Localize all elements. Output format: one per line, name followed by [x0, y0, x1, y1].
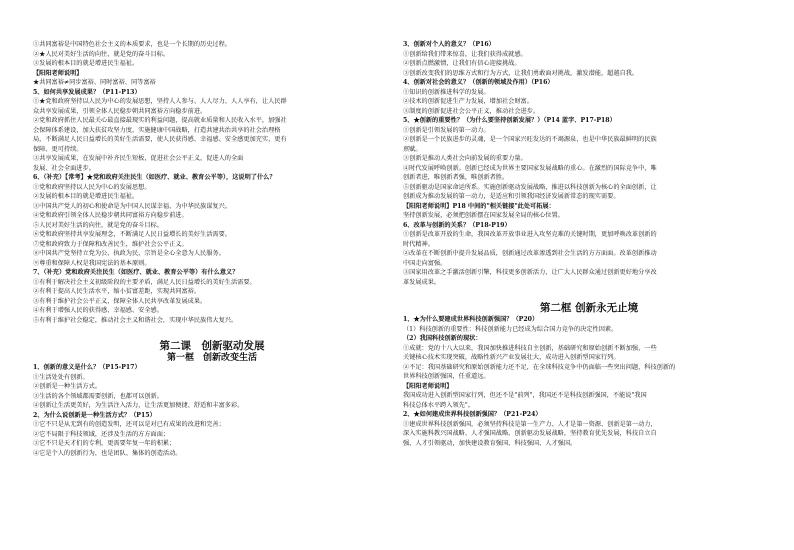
text-line: ②发展的根本目的就是增进民生福祉。 [33, 193, 139, 200]
left-text-block-2 [33, 363, 391, 458]
text-line: ①创新是引领发展的第一动力。 [403, 126, 490, 134]
left-text-block-1 [33, 40, 391, 325]
text-line: ②有利于提高人民生活水平，缩小贫富差距，实现共同富裕。 [33, 288, 201, 295]
text-line: ④党和政府引领全体人民稳步朝共同富裕方向稳步前进。 [33, 212, 188, 219]
lesson-title: 第二课 创新驱动发展 [159, 340, 265, 352]
text-line: ⑤创新驱动是国家命运所系。实施创新驱动发展战略，推进以科技创新为核心的全面创新，让 [403, 183, 657, 191]
text-line: ①创新是改革开放的生命，我国改革开放事业进入攻坚克难的关键时期，更加呼唤改革创新的 [403, 231, 657, 238]
text-line: ①生活处处有创新。 [33, 373, 89, 381]
text-line: ⑧中国共产党坚持立党为公、执政为民，宗旨是全心全意为人民服务。 [33, 250, 225, 257]
text-line: ②创新是一种生活方式。 [33, 383, 102, 390]
text-line: 发展、社会全面进步。 [33, 164, 95, 172]
text-line: ①创新给我们带来惊喜，让我们获得成就感。 [403, 50, 527, 58]
question-heading: （2）我国科技创新的现状： [403, 335, 482, 342]
text-line: ①知识的创新推进科学的发展。 [403, 88, 490, 96]
text-line: 保障、更可持续。 [33, 145, 83, 153]
text-line: ⑨尊重和保障人权是我国宪法的基本原则。 [33, 259, 151, 267]
question-heading: 2、★如何建成世界科技创新强国？（P21-P24） [403, 411, 542, 418]
question-heading: 5、★创新的重要性？（为什么要坚持创新发展？）（P14 蓝字、P17-P18） [403, 117, 616, 124]
text-line: ①党和政府坚持以人民为中心的发展思想。 [33, 183, 151, 191]
text-line: 会保障体系建设，加大扶贫攻坚力度，实施健康中国战略，打造共建共治共享的社会治理格 [33, 126, 281, 134]
text-line: 革发展成果。 [403, 278, 441, 286]
text-line: ③创新改变我们的思维方式和行为方式，让我们勇敢面对挑战，激发潜能，超越自我。 [403, 69, 639, 77]
right-column [403, 40, 775, 448]
text-line: ③共享发展成果，在发展中补齐民生短板，促进社会公平正义，促进人的全面 [33, 155, 244, 162]
text-line: ⑤有利于维护社会稳定，推动社会主义和谐社会，实现中华民族伟大复兴。 [33, 316, 238, 324]
question-heading: 【阳阳老师说明】P18 中间的"相关链接"此处可拓展： [403, 202, 555, 210]
text-line: ①有利于解决社会主义初级阶段的主要矛盾，满足人民日益增长的美好生活需要。 [33, 278, 256, 286]
text-line: 禀赋。 [403, 145, 422, 153]
text-line: 深入实施科教兴国战略、人才强国战略、创新驱动发展战略，坚持教育优先发展，科技自立自 [403, 430, 657, 437]
text-line: ①共同富裕是中国特色社会主义的本质要求，也是一个长期的历史过程。 [33, 41, 231, 48]
question-heading: 【阳阳老师说明】 [403, 382, 453, 390]
text-line: ②创新是一个民族进步的灵魂，是一个国家兴旺发达的不竭源泉，也是中华民族最鲜明的民族 [403, 136, 657, 143]
text-line: 众共享发展成果，引领全体人民稳步朝共同富裕方向稳步前进。 [33, 107, 207, 115]
right-text-block-1 [403, 40, 775, 287]
text-line: 强，人才引领驱动，加快建设教育强国、科技强国、人才强国。 [403, 439, 577, 447]
text-line: 创新者进，唯创新者强，唯创新者胜。 [403, 174, 509, 181]
text-line: 科技总体水平跨入领先"。 [403, 401, 474, 409]
question-heading: 【阳阳老师说明】 [33, 69, 83, 77]
text-line: ②党和政府抓住人民最关心最直接最现实的利益问题，提高就业质量和人民收入水平，加强社 [33, 117, 287, 124]
text-line: ④时代发展呼唤创新。创新已经成为世界主要国家发展战略的重心。在激烈的国际竞争中，唯 [403, 164, 657, 172]
question-heading: 6、改革与创新的关系？（P18-P19） [403, 221, 511, 229]
question-heading: 2、为什么说创新是一种生活方式？（P15） [33, 411, 156, 419]
text-line: ③发展的根本目的就是增进民生福祉。 [33, 60, 139, 67]
text-line: ⑤人民对美好生活的向往，就是党的奋斗目标。 [33, 221, 163, 229]
question-heading: 1、★为什么要建成世界科技创新强国？（P20） [403, 316, 539, 323]
left-column [33, 40, 391, 458]
text-line: ③制度的创新促进社会公平正义，推动社会进步。 [403, 107, 540, 115]
text-line: ①建成世界科技创新强国，必须坚持科技是第一生产力、人才是第一资源、创新是第一动力， [403, 420, 657, 428]
text-line: ⑦党和政府致力于保障和改善民生，维护社会公平正义。 [33, 240, 188, 248]
text-line: ④有利于增强人民的获得感、幸福感、安全感。 [33, 307, 163, 314]
text-line: ④创新让生活更美好，为生活注入活力，让生活更加便捷、舒适和丰富多彩。 [33, 402, 244, 409]
text-line: ②★人民对美好生活的向往，就是党的奋斗目标。 [33, 50, 170, 58]
text-line: 创新成为推动发展的第一动力，是适应和引领我国经济发展新常态的现实需要。 [403, 193, 620, 200]
text-line: （1）科技创新的重要性：科技创新能力已经成为综合国力竞争的决定性因素。 [403, 325, 618, 333]
section-spacer [403, 287, 775, 299]
text-line: 关键核心技术实现突破，战略性新兴产业发展壮大，成功进入创新型国家行列。 [403, 354, 620, 361]
text-line: ①成就：党的十八大以来，我国加快推进科技自主创新，基础研究和原始创新不断加强，一些 [403, 344, 657, 352]
text-line: 局，不断满足人民日益增长的美好生活需要，使人民获得感、幸福感、安全感更加充实、更有 [33, 136, 287, 143]
text-line: ③国家用改革之手激活创新引擎，科技更多创新活力，让广大人民群众通过创新更好地分享改 [403, 269, 657, 276]
text-line: ②它不局限于科技领域，还涉及生活的方方面面； [33, 430, 170, 438]
text-line: ①它不只是从无到有的创造发明，还可以是对已有成果的改进和完善； [33, 421, 225, 428]
section-title: 第二框 创新永无止境 [539, 302, 639, 314]
text-line: 世界科技创新强国，任重道远。 [403, 373, 490, 380]
question-heading: 6、（补充）【常考】★党和政府关注民生（如医疗、就业、教育公平等），这说明了什么？ [33, 174, 276, 181]
text-line: ③它不只是天才们的专利，更需要年复一年的积累； [33, 440, 176, 447]
question-heading: 4、创新对社会的意义？（创新的领域及作用）（P16） [403, 79, 554, 86]
text-line: ②创新点燃激情，让我们有信心迎接挑战。 [403, 60, 521, 67]
text-line: ★共同富裕≠同步富裕、同时富裕、同等富裕 [33, 79, 156, 86]
question-heading: 5、如何共享发展成果？（P11-P13） [33, 88, 141, 96]
text-line: 坚持创新发展，必须把创新摆在国家发展全局的核心位置。 [403, 212, 564, 219]
text-line: 我国成功进入创新型国家行列，但还不是"前列"，我国还不是科技创新强国，不能说"我国 [403, 392, 647, 399]
text-line: ②不足：我国基础研究和原始创新能力还不足，在全球科技竞争中仍面临一些突出问题，科技创新的 [403, 363, 676, 371]
text-line: ⑥党和政府坚持共享发展理念，不断满足人民日益增长的美好生活需要。 [33, 231, 231, 238]
text-line: 时代精神。 [403, 240, 434, 248]
question-heading: 7、（补充）党和政府关注民生（如医疗、就业、教育公平等）有什么意义？ [33, 269, 239, 276]
text-line: ②改革在不断创新中提升发展品质，创新通过改革渗透到社会生活的方方面面。改革创新推动 [403, 250, 657, 257]
right-text-block-2 [403, 315, 775, 448]
section-spacer [33, 325, 391, 337]
lesson-subtitle: 第一框 创新改变生活 [166, 353, 257, 363]
text-line: ③创新是推动人类社会向前发展的重要力量。 [403, 155, 527, 162]
text-line: ④它是个人的创新行为，也是团队、集体的创造活动。 [33, 449, 182, 457]
question-heading: 3、创新对个人的意义？（P16） [403, 41, 495, 48]
question-heading: 1、创新的意义是什么？（P15-P17） [33, 364, 141, 371]
text-line: ③生活的各个领域都需要创新，也都可以创新。 [33, 392, 163, 400]
text-line: ③有利于维护社会公平正义，保障全体人民共享改革发展成果。 [33, 297, 207, 305]
text-line: ②技术的创新促进生产力发展，增加社会财富。 [403, 98, 533, 105]
text-line: ①★党和政府坚持以人民为中心的发展思想，坚持人人参与、人人尽力、人人享有，让人民群 [33, 98, 287, 105]
text-line: ③中国共产党人的初心和使命是为中国人民谋幸福，为中华民族谋复兴。 [33, 202, 231, 210]
text-line: 中国走向富强。 [403, 259, 447, 267]
